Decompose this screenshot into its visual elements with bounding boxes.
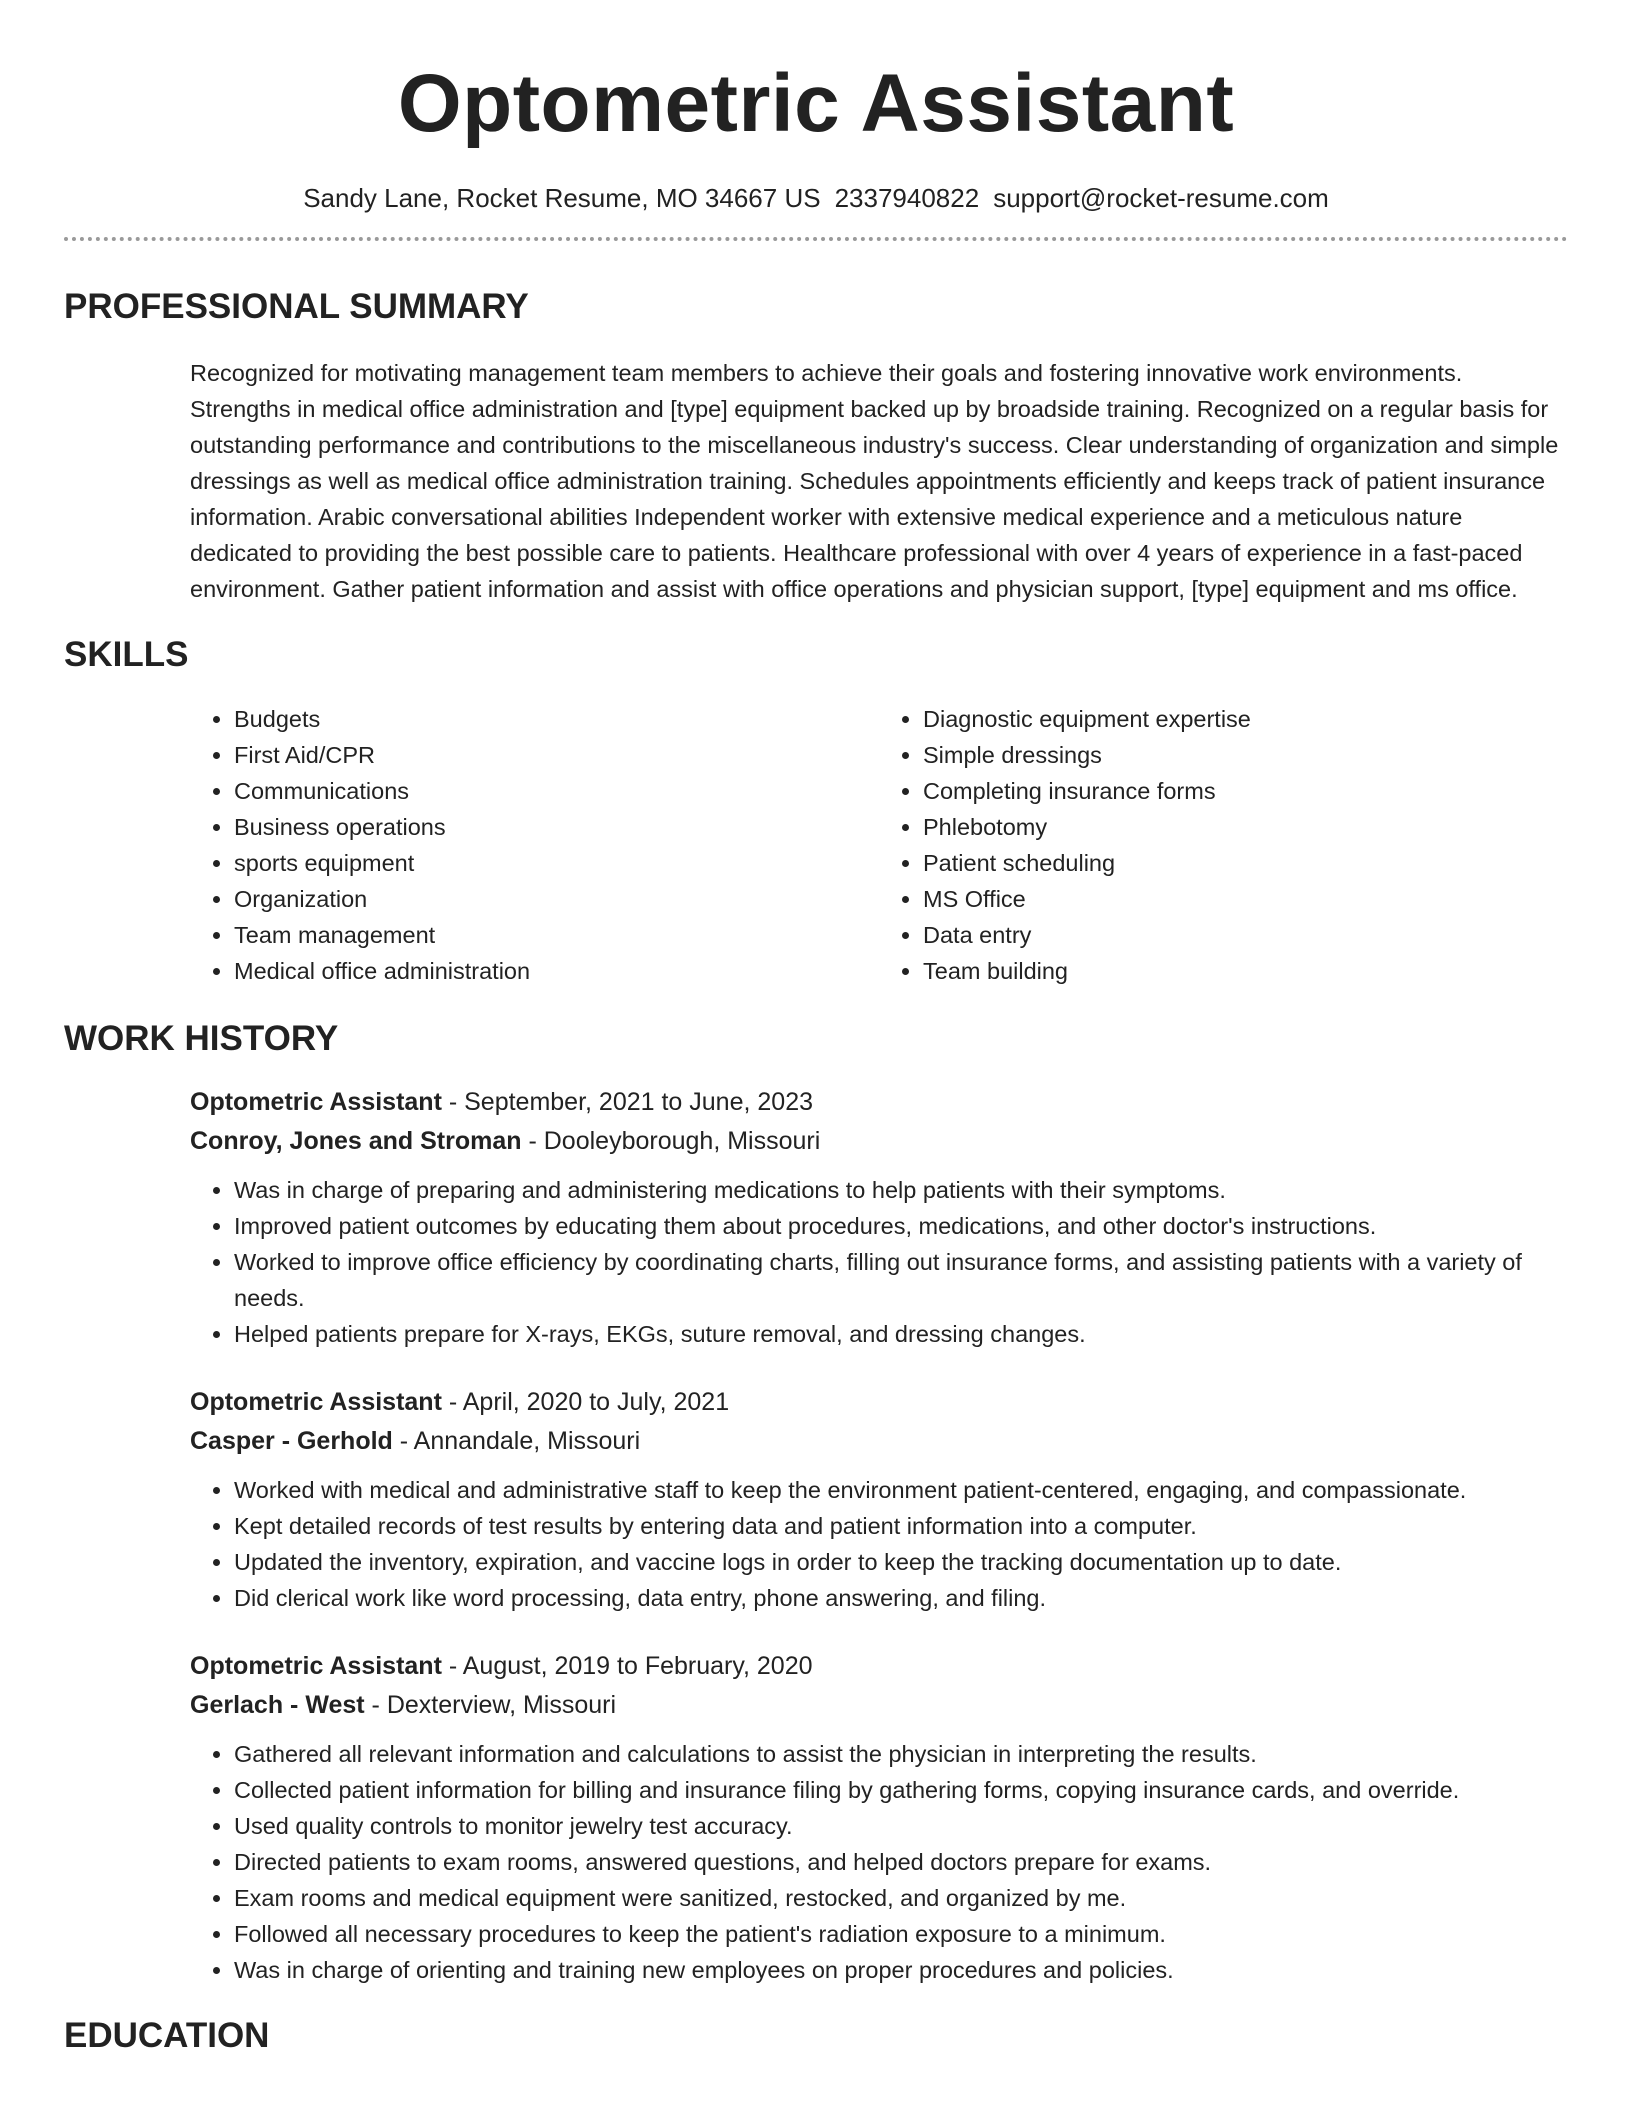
skill-item: • Budgets — [234, 701, 879, 737]
job-title: Optometric Assistant — [190, 1388, 442, 1416]
resume-page — [64, 0, 1568, 2056]
skill-item: • Team management — [234, 917, 879, 953]
job-bullet: • Followed all necessary procedures to keep the patient's radiation exposure to a minimum. — [234, 1916, 1568, 1952]
job-bullets — [190, 1472, 1568, 1616]
job-title: Optometric Assistant — [190, 1088, 442, 1116]
skill-item: • First Aid/CPR — [234, 737, 879, 773]
skill-item: • MS Office — [923, 881, 1568, 917]
job-dates: - August, 2019 to February, 2020 — [441, 1652, 813, 1680]
skill-item: • Data entry — [923, 917, 1568, 953]
skill-item: • Organization — [234, 881, 879, 917]
job-entry — [190, 1383, 1568, 1616]
job-title-line — [190, 1383, 1568, 1422]
skills-list — [190, 701, 1568, 989]
job-bullet: • Improved patient outcomes by educating them about procedures, medications, and other doctor's instructions. — [234, 1208, 1568, 1244]
job-location: - Dexterview, Missouri — [364, 1691, 617, 1719]
job-bullet: • Exam rooms and medical equipment were sanitized, restocked, and organized by me. — [234, 1880, 1568, 1916]
job-bullet: • Worked to improve office efficiency by coordinating charts, filling out insurance forms, and assisting patients with a variety of needs. — [234, 1244, 1568, 1316]
job-entry — [190, 1083, 1568, 1352]
job-bullet: • Updated the inventory, expiration, and vaccine logs in order to keep the tracking documentation up to date. — [234, 1544, 1568, 1580]
job-location: - Dooleyborough, Missouri — [521, 1127, 821, 1155]
job-bullet: • Did clerical work like word processing, data entry, phone answering, and filing. — [234, 1580, 1568, 1616]
job-dates: - September, 2021 to June, 2023 — [441, 1088, 813, 1116]
job-bullet: • Was in charge of orienting and training new employees on proper procedures and policies. — [234, 1952, 1568, 1988]
job-title: Optometric Assistant — [190, 1652, 442, 1680]
job-company-line — [190, 1686, 1568, 1725]
skills-column-left — [190, 701, 879, 989]
skill-item: • Completing insurance forms — [923, 773, 1568, 809]
skill-item: • Business operations — [234, 809, 879, 845]
job-bullet: • Directed patients to exam rooms, answered questions, and helped doctors prepare for exams. — [234, 1844, 1568, 1880]
job-company: Casper - Gerhold — [190, 1427, 393, 1455]
job-bullet: • Used quality controls to monitor jewelry test accuracy. — [234, 1808, 1568, 1844]
work-heading: WORK HISTORY — [64, 1019, 339, 1058]
job-company: Conroy, Jones and Stroman — [190, 1127, 522, 1155]
summary-heading: PROFESSIONAL SUMMARY — [64, 287, 529, 326]
job-bullets — [190, 1736, 1568, 1988]
skill-item: • Medical office administration — [234, 953, 879, 989]
education-heading: EDUCATION — [64, 2016, 270, 2055]
skill-item: • Communications — [234, 773, 879, 809]
job-bullet: • Worked with medical and administrative staff to keep the environment patient-centered, engaging, and compassionate. — [234, 1472, 1568, 1508]
contact-email[interactable]: support@rocket-resume.com — [993, 183, 1329, 213]
skill-item: • Simple dressings — [923, 737, 1568, 773]
job-title-line — [190, 1083, 1568, 1122]
resume-title: Optometric Assistant — [397, 58, 1235, 149]
job-bullet: • Gathered all relevant information and calculations to assist the physician in interpreting the results. — [234, 1736, 1568, 1772]
skill-item: • sports equipment — [234, 845, 879, 881]
job-bullets — [190, 1172, 1568, 1352]
skill-item: • Patient scheduling — [923, 845, 1568, 881]
skill-item: • Diagnostic equipment expertise — [923, 701, 1568, 737]
job-dates: - April, 2020 to July, 2021 — [441, 1388, 730, 1416]
contact-phone: 2337940822 — [834, 183, 980, 213]
summary-text: Recognized for motivating management team members to achieve their goals and fostering innovative work environments. Strengths in medical office administration and [type] equipment backed up by broadside training. Recognized on a regular basis for outstanding performance and contributions to the miscellaneous industry's success. Clear understanding of organization and simple dressings as well as medical office administration training. Schedules appointments efficiently and keeps track of patient insurance information. Arabic conversational abilities Independent worker with extensive medical experience and a meticulous nature dedicated to providing the best possible care to patients. Healthcare professional with over 4 years of experience in a fast-paced environment. Gather patient information and assist with office operations and physician support, [type] equipment and ms office. — [190, 360, 1559, 602]
job-bullet: • Kept detailed records of test results by entering data and patient information into a computer. — [234, 1508, 1568, 1544]
job-location: - Annandale, Missouri — [392, 1427, 641, 1455]
job-bullet: • Collected patient information for billing and insurance filing by gathering forms, copying insurance cards, and override. — [234, 1772, 1568, 1808]
skills-heading: SKILLS — [64, 635, 189, 674]
job-bullet: • Helped patients prepare for X-rays, EKGs, suture removal, and dressing changes. — [234, 1316, 1568, 1352]
job-bullet: • Was in charge of preparing and administering medications to help patients with their symptoms. — [234, 1172, 1568, 1208]
skills-column-right — [879, 701, 1568, 989]
job-entry — [190, 1647, 1568, 1988]
contact-line — [64, 183, 1568, 213]
skill-item: • Phlebotomy — [923, 809, 1568, 845]
job-company: Gerlach - West — [190, 1691, 365, 1719]
job-title-line — [190, 1647, 1568, 1686]
job-company-line — [190, 1422, 1568, 1461]
skill-item: • Team building — [923, 953, 1568, 989]
header-divider — [64, 237, 1568, 241]
contact-address: Sandy Lane, Rocket Resume, MO 34667 US — [303, 183, 821, 213]
job-company-line — [190, 1122, 1568, 1161]
